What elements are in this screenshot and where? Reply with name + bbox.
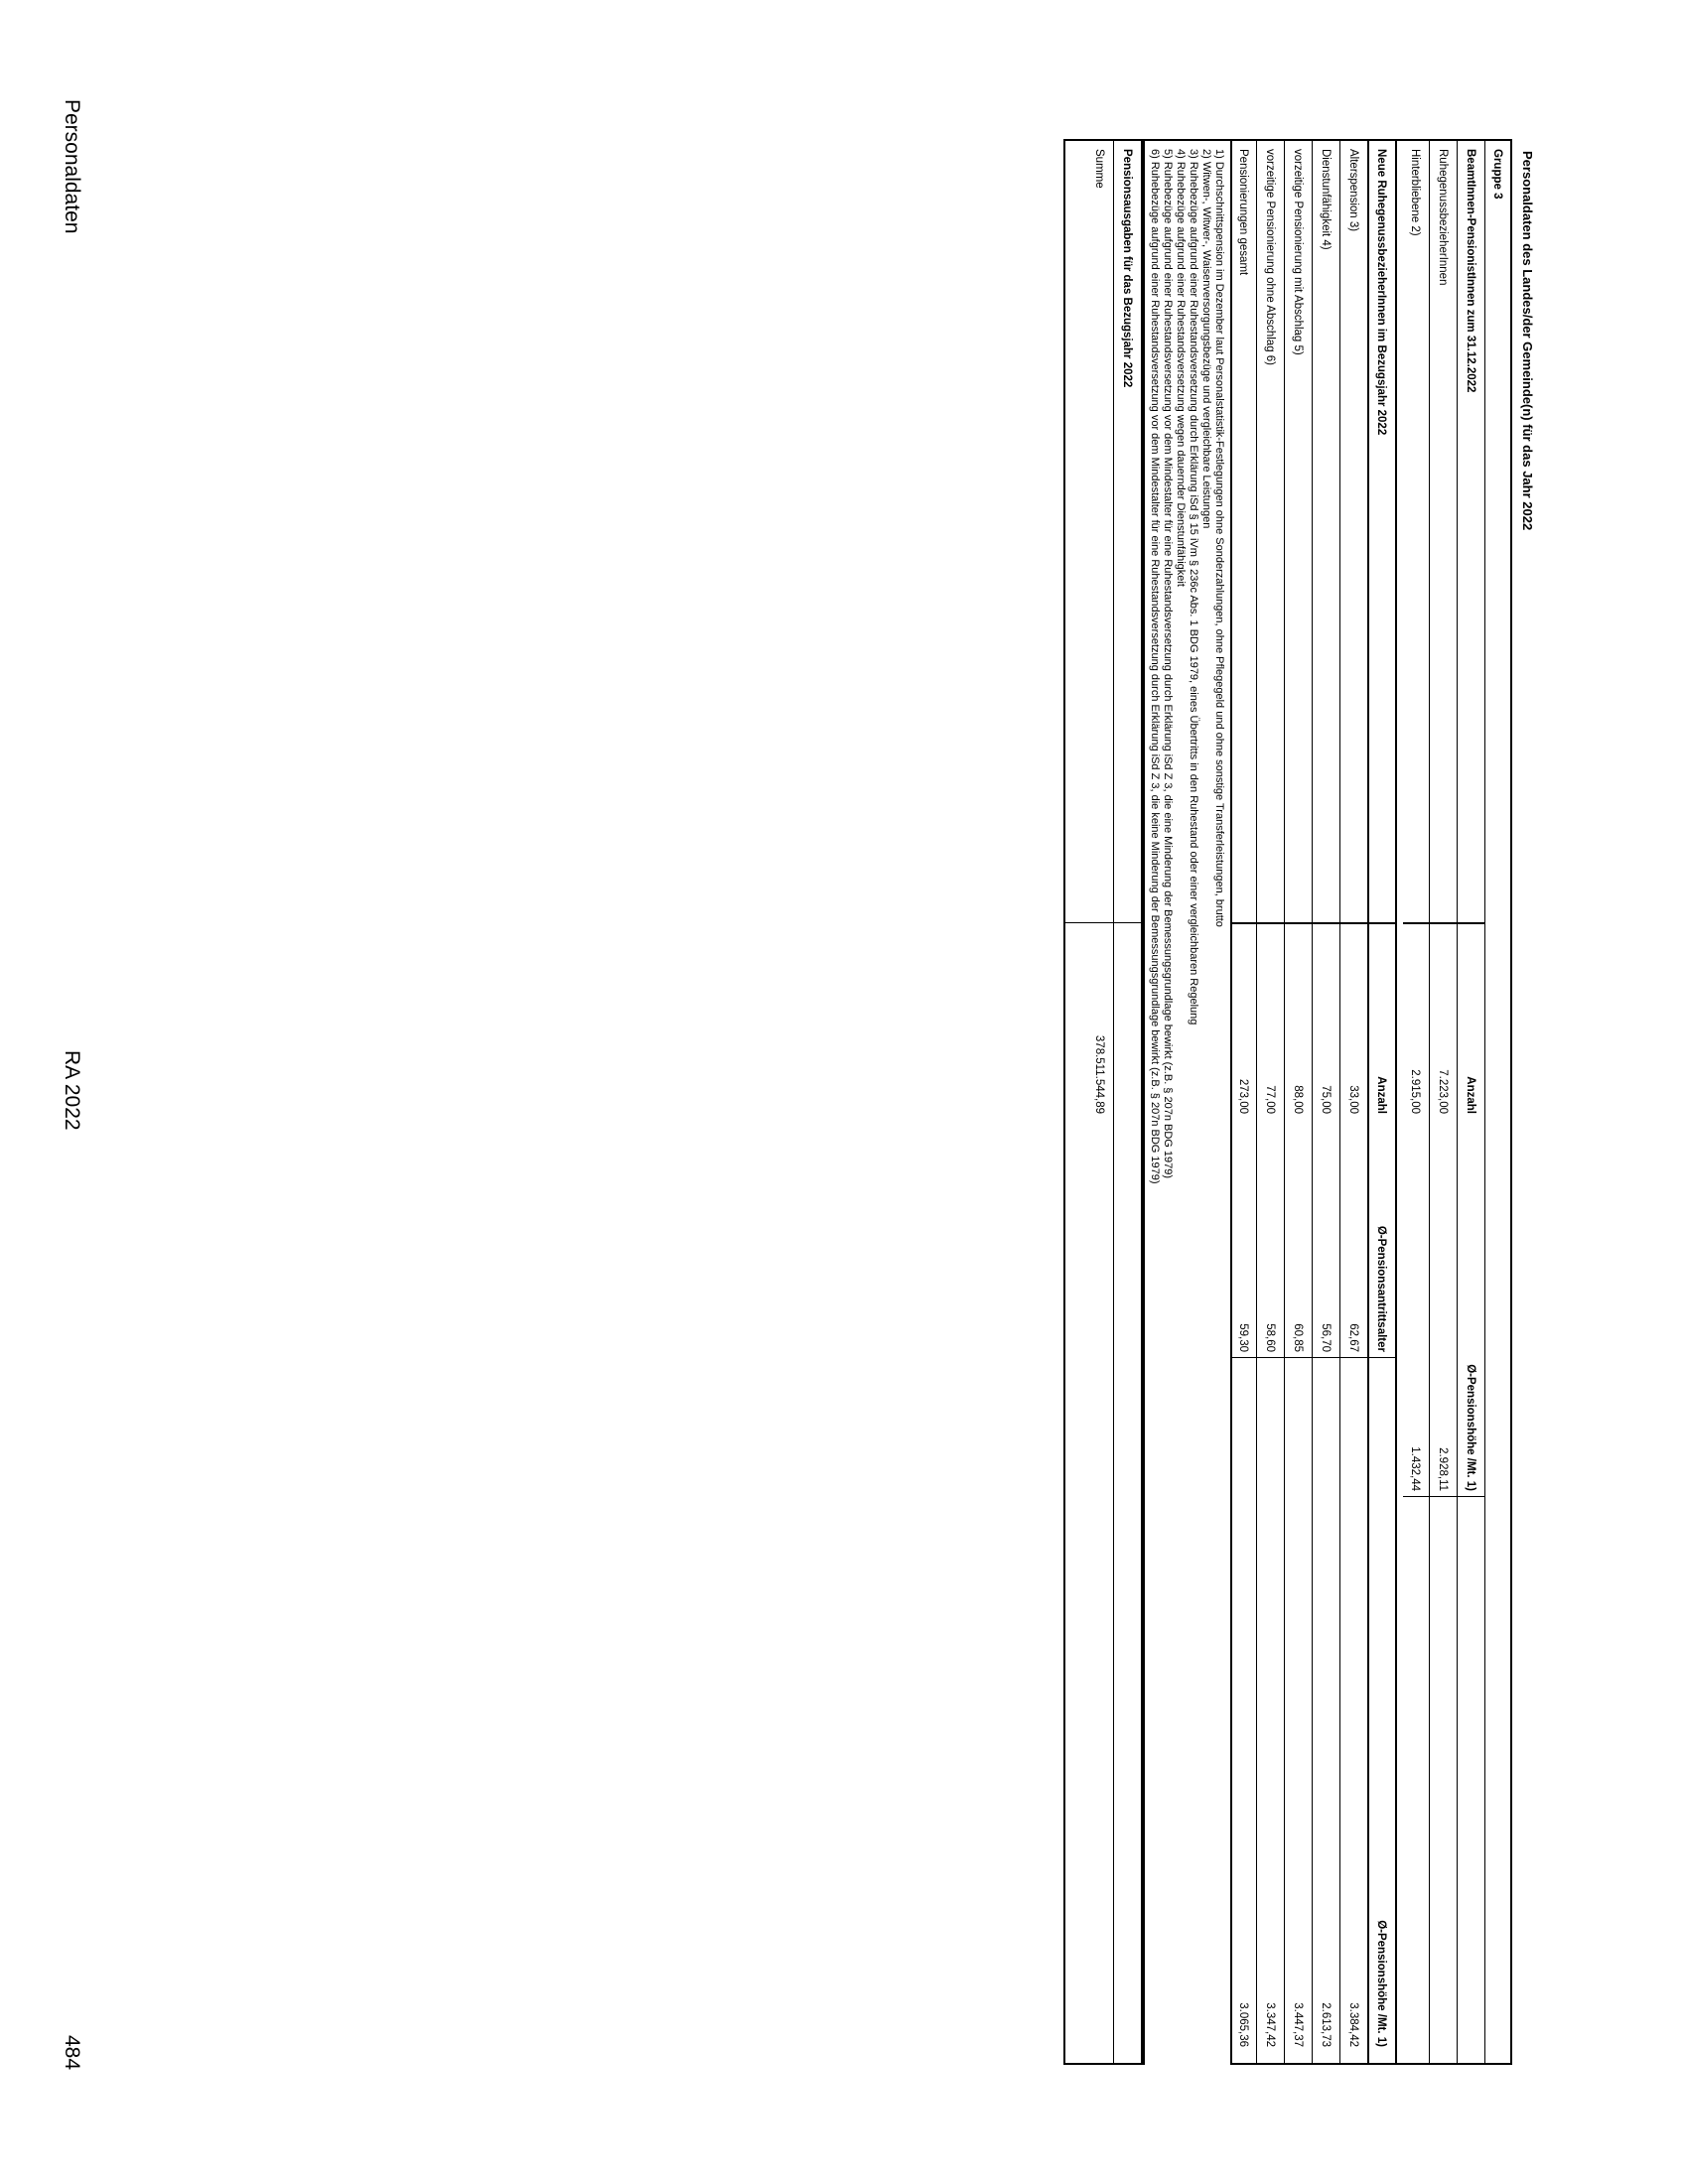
row-age: 56,70 [1320, 1323, 1332, 1352]
row-value: 378.511.544,89 [1093, 1034, 1105, 1114]
section-label: Personaldaten [61, 99, 83, 234]
row-label: vorzeitige Pensionierung mit Abschlag 5) [1292, 149, 1304, 355]
table-row [1339, 141, 1367, 2063]
new-pensioners-heading: Neue RuhegenussbezieherInnen im Bezugsjahr 2022 [1375, 149, 1387, 436]
expenses-table [1063, 139, 1143, 2065]
footnote: 2) Witwen-, Witwer-, Waisenversorgungsbezüge und vergleichbare Leistungen [1200, 149, 1212, 529]
table-row [1429, 141, 1457, 2063]
row-age: 59,30 [1237, 1323, 1249, 1352]
row-avg: 2.928,11 [1437, 1447, 1449, 1491]
group-row [1484, 141, 1510, 2063]
col-divider [1232, 922, 1395, 924]
col-count-header: Anzahl [1375, 1076, 1387, 1114]
pensioners-header-row [1457, 141, 1484, 2063]
group-label: Gruppe 3 [1491, 149, 1503, 200]
col-divider [1403, 922, 1484, 924]
pensioners-heading: BeamtInnen-PensionistInnen zum 31.12.2022 [1465, 149, 1476, 393]
row-avg: 3.347,42 [1264, 2002, 1276, 2047]
document-title: Personaldaten des Landes/der Gemeinde(n) für das Jahr 2022 [1520, 151, 1535, 531]
row-label: Hinterbliebene 2) [1409, 149, 1421, 236]
col-avg-header: Ø-Pensionshöhe /Mt. 1) [1375, 1920, 1387, 2047]
row-age: 60,85 [1292, 1323, 1304, 1352]
row-avg: 3.447,37 [1292, 2002, 1304, 2047]
row-label: Dienstunfähigkeit 4) [1320, 149, 1332, 250]
table-row [1312, 141, 1339, 2063]
col-age-header: Ø-Pensionsantrittsalter [1375, 1225, 1387, 1352]
row-count: 273,00 [1237, 1078, 1249, 1114]
report-label: RA 2022 [61, 1050, 83, 1131]
footnote: 1) Durchschnittspension im Dezember laut Personalstatistik-Festlegungen ohne Sonderzahlungen, ohne Pflegegeld und ohne sonstige Transferleistungen, brutto [1213, 149, 1225, 927]
table-row [1401, 141, 1429, 2063]
page-number: 484 [61, 2035, 83, 2071]
row-label: vorzeitige Pensionierung ohne Abschlag 6) [1264, 149, 1276, 366]
row-count: 33,00 [1347, 1085, 1359, 1114]
new-pensioners-header-row [1367, 141, 1395, 2063]
col-divider [1232, 1357, 1395, 1358]
row-avg: 1.432,44 [1409, 1446, 1421, 1491]
row-avg: 2.613,73 [1320, 2002, 1332, 2047]
row-label: Summe [1093, 149, 1105, 189]
table-row [1085, 141, 1113, 2063]
row-label: Alterspension 3) [1347, 149, 1359, 232]
row-avg: 3.065,36 [1237, 2002, 1249, 2047]
row-age: 62,67 [1347, 1323, 1359, 1352]
col-avg-header: Ø-Pensionshöhe /Mt. 1) [1465, 1364, 1476, 1491]
expenses-heading: Pensionsausgaben für das Bezugsjahr 2022 [1121, 149, 1133, 388]
expenses-header-row [1113, 141, 1141, 2063]
table-row [1230, 141, 1256, 2063]
row-label: RuhegenussbezieherInnen [1437, 149, 1449, 286]
col-count-header: Anzahl [1465, 1076, 1476, 1114]
col-divider [1403, 1496, 1484, 1497]
row-count: 77,00 [1264, 1085, 1276, 1114]
new-pensioners-table [1230, 139, 1395, 2065]
footnote: 4) Ruhebezüge aufgrund einer Ruhestandsversetzung wegen dauernder Dienstunfähigkeit [1175, 149, 1187, 587]
row-age: 58,60 [1264, 1323, 1276, 1352]
row-count: 75,00 [1320, 1085, 1332, 1114]
row-count: 2.915,00 [1409, 1069, 1421, 1114]
table-row [1256, 141, 1284, 2063]
table-row [1284, 141, 1312, 2063]
pensioners-table [1395, 139, 1512, 2065]
row-count: 7.223,00 [1437, 1069, 1449, 1114]
footnote: 3) Ruhebezüge aufgrund einer Ruhestandsversetzung durch Erklärung iSd § 15 iVm § 236c Abs. 1 BDG 1979, eines Übertritts in den Ruhestand oder einer vergleichbaren Regelung [1188, 149, 1199, 1025]
footnote: 5) Ruhebezüge aufgrund einer Ruhestandsversetzung vor dem Mindestalter für eine Ruhestandsversetzung durch Erklärung iSd Z 3, die eine Minderung der Bemessungsgrundlage bewirkt (z.B. § 207n BDG 1979) [1162, 149, 1174, 1179]
row-avg: 3.384,42 [1347, 2002, 1359, 2047]
row-label: Pensionierungen gesamt [1237, 149, 1249, 276]
footnote: 6) Ruhebezüge aufgrund einer Ruhestandsversetzung vor dem Mindestalter für eine Ruhestandsversetzung durch Erklärung iSd Z 3, die keine Minderung der Bemessungsgrundlage bewirkt (z.B. § 207n BDG 1979) [1149, 149, 1161, 1184]
col-divider [1065, 922, 1141, 923]
footnotes-box [1143, 139, 1230, 2065]
row-count: 88,00 [1292, 1085, 1304, 1114]
